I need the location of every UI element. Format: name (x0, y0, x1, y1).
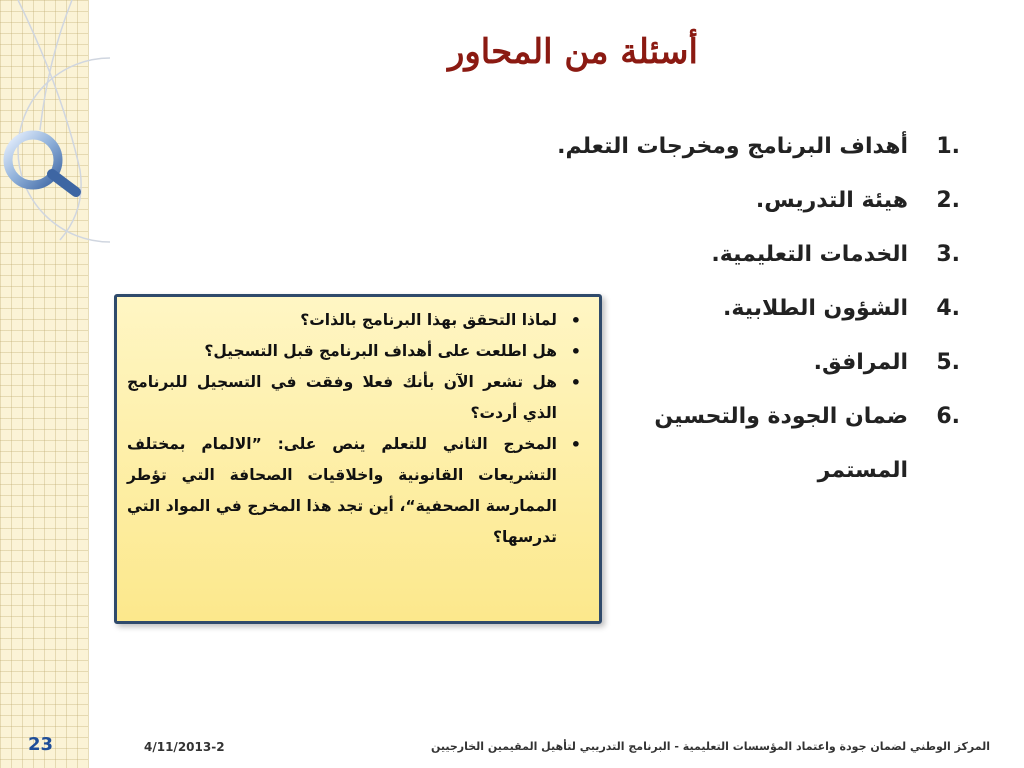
list-item-text: ضمان الجودة والتحسين المستمر (654, 404, 908, 483)
list-item-number: 1. (936, 134, 960, 159)
question-item: • لماذا التحقق بهذا البرنامج بالذات؟ (127, 305, 585, 336)
footer-credit: المركز الوطني لضمان جودة واعتماد المؤسسات التعليمية - البرنامج التدريبي لتأهيل المقيمين الخارجيين (430, 740, 990, 753)
list-item-text: الخدمات التعليمية. (711, 242, 908, 267)
axes-list (540, 120, 960, 498)
question-item: • المخرج الثاني للتعلم ينص على: ”الالمام بمختلف التشريعات القانونية واخلاقيات الصحافة التي تؤطر الممارسة الصحفية“، أين تجد هذا المخرج في المواد التي تدرسها؟ (127, 429, 585, 553)
list-item-number: 3. (936, 242, 960, 267)
page-number: 23 (28, 734, 54, 755)
list-item-1 (540, 120, 960, 174)
list-item-4 (540, 282, 960, 336)
slide-title: أسئلة من المحاور (447, 32, 698, 72)
question-item: • هل تشعر الآن بأنك فعلا وفقت في التسجيل للبرنامج الذي أردت؟ (127, 367, 585, 429)
magnifier-q-icon (8, 135, 76, 192)
list-item-number: 2. (936, 188, 960, 213)
list-item-number: 5. (936, 350, 960, 375)
questions-callout-box (114, 294, 602, 624)
list-item-text: أهداف البرنامج ومخرجات التعلم. (557, 134, 908, 159)
footer-date: 4/11/2013-2 (144, 740, 225, 754)
list-item-3 (540, 228, 960, 282)
list-item-text: هيئة التدريس. (755, 188, 908, 213)
list-item-number: 4. (936, 296, 960, 321)
list-item-6 (540, 390, 960, 498)
list-item-number: 6. (936, 404, 960, 429)
list-item-5 (540, 336, 960, 390)
list-item-2 (540, 174, 960, 228)
question-item: • هل اطلعت على أهداف البرنامج قبل التسجيل؟ (127, 336, 585, 367)
questions-list (127, 305, 585, 553)
list-item-text: الشؤون الطلابية. (723, 296, 908, 321)
decor-arcs (0, 0, 110, 300)
list-item-text: المرافق. (813, 350, 908, 375)
